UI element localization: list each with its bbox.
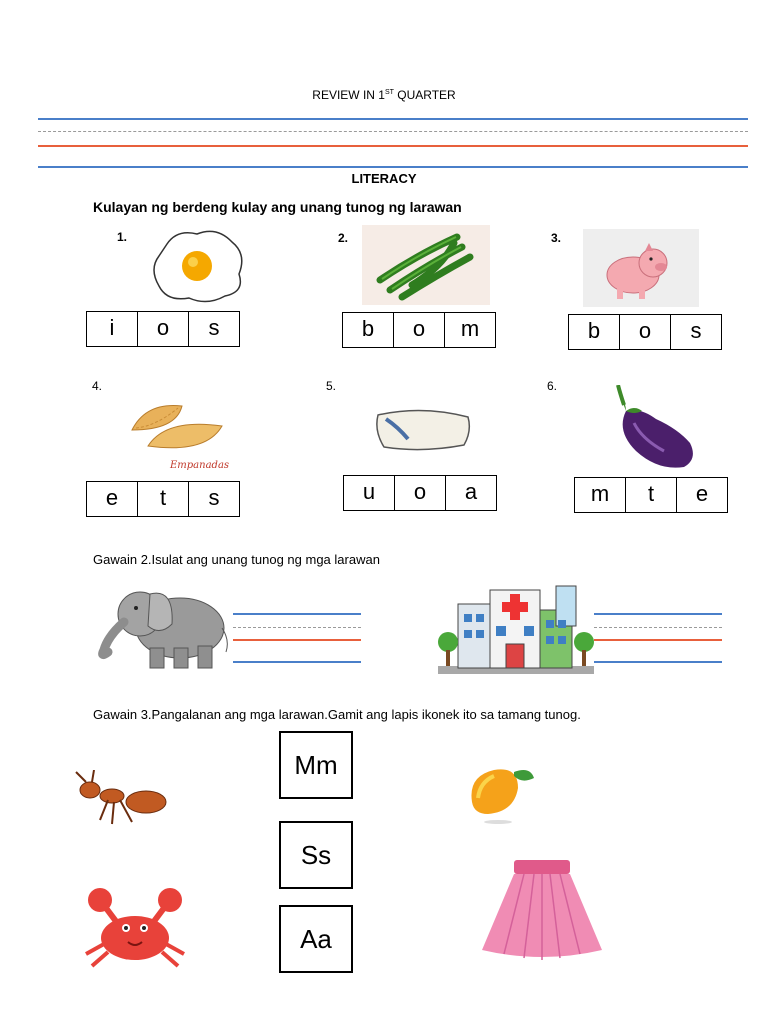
- letter-choices-6[interactable]: [574, 477, 728, 513]
- writing-line: [233, 627, 361, 628]
- letter-choice[interactable]: s: [208, 485, 220, 510]
- letter-choice[interactable]: m: [460, 316, 480, 341]
- letter-choice[interactable]: b: [343, 313, 394, 347]
- activity2-instruction: Gawain 2.Isulat ang unang tunog ng mga larawan: [93, 552, 380, 567]
- letter-choice[interactable]: m: [575, 478, 626, 512]
- writing-line: [594, 613, 722, 615]
- letter-choice[interactable]: u: [344, 476, 395, 510]
- section-title: LITERACY: [351, 171, 417, 186]
- mango-picture: [464, 762, 538, 826]
- letter-choice[interactable]: s: [208, 315, 220, 340]
- hospital-picture: [438, 584, 594, 674]
- letter-choice[interactable]: o: [394, 313, 445, 347]
- item-number-2: 2.: [338, 231, 349, 245]
- writing-line: [594, 661, 722, 663]
- letter-choices-4[interactable]: [86, 481, 240, 517]
- guide-line-top: [38, 118, 748, 120]
- letter-choice[interactable]: i: [87, 312, 138, 346]
- letter-choice[interactable]: o: [620, 315, 671, 349]
- letter-choices-5[interactable]: [343, 475, 497, 511]
- letter-box-ss[interactable]: Ss: [279, 821, 353, 889]
- eggplant-picture: [612, 385, 696, 473]
- writing-line: [233, 661, 361, 663]
- pig-picture: [583, 229, 699, 307]
- letter-choice[interactable]: t: [626, 478, 677, 512]
- activity1-instruction: Kulayan ng berdeng kulay ang unang tunog ng larawan: [93, 199, 462, 215]
- writing-line: [233, 639, 361, 641]
- guide-line-dashed: [38, 131, 748, 132]
- item-number-3: 3.: [551, 231, 562, 245]
- guide-line-bottom: [38, 166, 748, 168]
- fried-egg-picture: [147, 224, 251, 306]
- letter-choices-3[interactable]: [568, 314, 722, 350]
- activity3-instruction: Gawain 3.Pangalanan ang mga larawan.Gamit ang lapis ikonek ito sa tamang tunog.: [93, 707, 581, 722]
- empanada-picture: [126, 396, 230, 474]
- letter-choice[interactable]: a: [464, 479, 478, 504]
- letter-choice[interactable]: o: [395, 476, 446, 510]
- page-title: REVIEW IN 1ST QUARTER: [312, 88, 456, 102]
- letter-box-mm[interactable]: Mm: [279, 731, 353, 799]
- guide-line-base: [38, 145, 748, 147]
- item-number-1: 1.: [117, 230, 128, 244]
- item-number-6: 6.: [547, 379, 558, 393]
- letter-choice[interactable]: b: [569, 315, 620, 349]
- skirt-picture: [478, 858, 606, 968]
- letter-choice[interactable]: o: [138, 312, 189, 346]
- letter-box-aa[interactable]: Aa: [279, 905, 353, 973]
- writing-line: [594, 627, 722, 628]
- writing-line: [594, 639, 722, 641]
- letter-choice[interactable]: e: [695, 481, 709, 506]
- letter-choices-2[interactable]: [342, 312, 496, 348]
- letter-choice[interactable]: e: [87, 482, 138, 516]
- letter-choices-1[interactable]: [86, 311, 240, 347]
- crab-picture: [82, 882, 188, 968]
- ant-picture: [72, 770, 172, 830]
- item-number-5: 5.: [326, 379, 337, 393]
- letter-choice[interactable]: s: [690, 318, 702, 343]
- elephant-picture: [94, 578, 234, 672]
- item-number-4: 4.: [92, 379, 103, 393]
- okra-picture: [362, 225, 490, 305]
- pillow-picture: [372, 405, 474, 455]
- writing-line: [233, 613, 361, 615]
- empanada-caption: Empanadas: [170, 460, 230, 471]
- letter-choice[interactable]: t: [138, 482, 189, 516]
